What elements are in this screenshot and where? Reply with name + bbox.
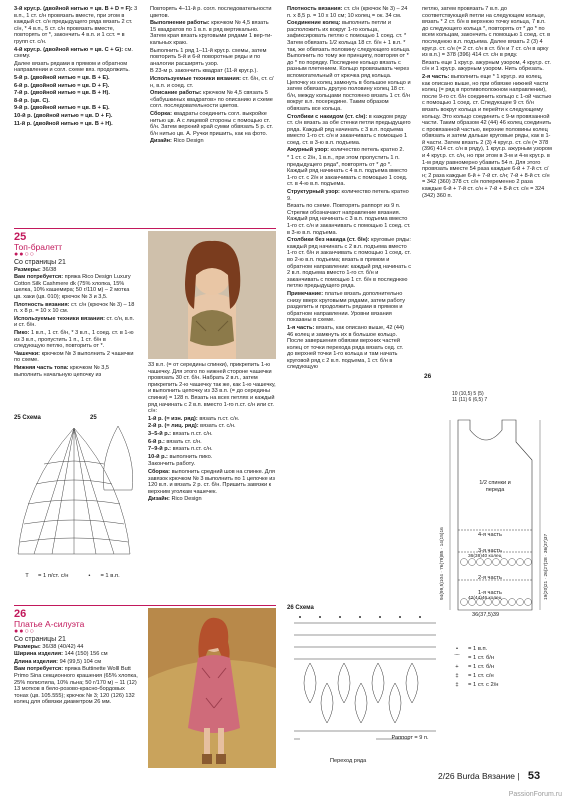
paragraph-heading: Соединение колец: bbox=[287, 20, 341, 27]
paragraph-heading: Ширина изделия: bbox=[14, 651, 63, 658]
text-paragraph bbox=[14, 302, 138, 315]
text-paragraph bbox=[14, 365, 138, 378]
paragraph-heading: Дизайн: bbox=[148, 496, 170, 503]
col2-top-text bbox=[150, 6, 274, 146]
legend-symbol: • bbox=[455, 646, 459, 653]
pattern-label: 10 bbox=[452, 391, 458, 397]
text-paragraph bbox=[14, 75, 138, 82]
paragraph-heading: 2-й р. (= лиц. ряд): bbox=[148, 423, 199, 430]
paragraph-heading: 6-й р.: bbox=[148, 438, 165, 445]
paragraph-text: Выполнить 1 ряд 1–11-й круг.р. схемы, затем повторить 5-й и 6-й поворотные ряды и по аналогии расширять узор. bbox=[150, 47, 267, 67]
text-paragraph bbox=[150, 48, 274, 68]
paragraph-heading: 11-й р. (двойной нитью = цв. В + Н). bbox=[14, 120, 113, 127]
text-paragraph bbox=[422, 74, 552, 199]
pattern-label: 11 bbox=[452, 396, 458, 403]
legend-symbol: + bbox=[455, 664, 459, 671]
paragraph-text: выполнить пико. bbox=[167, 453, 213, 460]
paragraph-heading: Сборка: bbox=[148, 468, 171, 475]
paragraph-text: вязать п.ст. с/н. bbox=[171, 446, 213, 453]
paragraph-text: выполнить еще * 1 круг.р. из колец, как описано выше, но при обвязке нижней части колец (= ряд в противоположном направлении), после 9-го ст. б/н соединить кольцо с 1-ой частью с помощью 1 соед. ст. Следующее 9 ст. б/н вязать вокруг кольца и перейти к следующему кольцу. Это кольцо соединить с 9-м провязанной части. Таким образом 42 (44) 46 колец соединить с провязанной частью, верхние половины колец обвязать и затем дальше круговые ряды, как в 1-й части. Затем вязать 2 (3) 4 круг.р. ст. с/н (= 378 (396) 414 ст. с/н в ряду), 1 круг.р. ажурным узором и 4 круг.р. ст. с/н, но при этом в 3-м и 4-м круг.р. в 1-м ряду равномерно убавить 54 п. Для этого провязать вместе 54 раза каждые 6-й + 7-й ст. с/н; 2 раза каждые 6-й + 7-й ст. с/н; 7-й + 8-й ст. с/н = 342 (360) 378 ст. с/н попеременно 2 раза каждые 6-й + 7-й ст. с/н + 7-й + 8-й ст. с/н = 324 (342) 360 п. bbox=[422, 73, 552, 199]
paragraph-heading: Столбики без накида (ст. б/н): bbox=[287, 237, 370, 244]
paragraph-text: Rico Design bbox=[171, 138, 204, 145]
text-paragraph bbox=[14, 61, 138, 74]
paragraph-heading: Примечание: bbox=[287, 290, 324, 297]
paragraph-heading: 10-й р.: bbox=[148, 453, 168, 460]
pattern-26-part4: 4-я часть bbox=[478, 532, 502, 538]
paragraph-text: 33 в.п. (= от середины спинки), прикрепить 1-ю чашечку. Для этого по нижней стороне чашечки провязать 30 ст. б/н. Набрать 2 в.п., затем прикрепить 2-ю чашечку так же, как 1-ю чашечку, и выполнить цепочку из 33 в.п. (= до середины спинки) = 128 п. Вязать на всех петлях и каждый ряд начинать с 2 в.п. вместо 1-го п.ст. с/н или ст. с/н: bbox=[148, 362, 276, 415]
paragraph-text: вязать п.ст. с/н. bbox=[171, 430, 213, 437]
text-paragraph bbox=[150, 68, 274, 75]
pattern-label: 94(99,5)104 bbox=[440, 574, 445, 600]
paragraph-heading: 2-я часть: bbox=[422, 73, 450, 80]
pattern-label: 19(20)21 bbox=[544, 580, 549, 600]
paragraph-text: см. схему. bbox=[14, 46, 133, 60]
paragraph-text: * 1 ст. с 2/н, 1 в.п., при этом пропустить 1 п. предыдущего ряда*, повторять от * до *. Каждый ряд начинать с 4 в.п. подъема вместо 1-го ст. с 2/н и заканчивать с помощью 1 соед. ст. в 4-ю в.п. подъема. bbox=[287, 155, 408, 188]
text-paragraph bbox=[14, 651, 138, 658]
text-paragraph bbox=[14, 90, 138, 97]
paragraph-heading: Ажурный узор: bbox=[287, 147, 329, 154]
text-paragraph bbox=[148, 446, 276, 453]
paragraph-heading: 1-я часть: bbox=[287, 324, 315, 331]
pattern-26-part2: 2-я часть bbox=[478, 575, 502, 581]
paragraph-heading: 9-й р. (двойной нитью = цв. В + Е). bbox=[14, 105, 110, 112]
paragraph-text: ст. с/н (крючок № 3) – 24 п. х 8,5 р. = 10 х 10 см; 10 колец = ок. 34 см. bbox=[287, 6, 408, 19]
text-paragraph bbox=[150, 6, 274, 19]
paragraph-text: Rico Design bbox=[169, 496, 202, 503]
paragraph-heading: 1-й р. (= изн. ряд): bbox=[148, 415, 198, 422]
paragraph-heading: 7-й р. (двойной нитью = цв. В + Н). bbox=[14, 90, 110, 97]
paragraph-text: выполнить средний шов на спинке. Для завязок крючком № 3 выполнить по 1 цепочке из 120 в.п. и вязать 2 р. ст. б/н. Пришить завязки к верхним уголкам чашечек. bbox=[148, 468, 275, 495]
difficulty-dots: ●●○○ bbox=[14, 628, 35, 635]
paragraph-heading: Используемые техники вязания: bbox=[14, 315, 105, 322]
pattern-label: (6,5) bbox=[472, 396, 483, 403]
section-title: Платье А-силуэта bbox=[14, 619, 85, 629]
paragraph-heading: Структурный узор: bbox=[287, 189, 340, 196]
pattern-label: (11) bbox=[458, 396, 468, 403]
text-paragraph bbox=[14, 121, 138, 128]
pattern-26-right-labels: 19(20)21 · 26(27)28 · 36(37)37 bbox=[544, 533, 549, 600]
text-paragraph bbox=[14, 6, 138, 46]
pattern-26-top-labels bbox=[452, 392, 542, 403]
text-paragraph bbox=[14, 316, 138, 329]
text-paragraph bbox=[14, 330, 138, 350]
paragraph-heading: Столбики с накидом (ст. с/н): bbox=[287, 113, 368, 120]
legend-symbol: ⌒ bbox=[454, 655, 460, 662]
paragraph-heading: Плотность вязания: bbox=[287, 6, 343, 12]
schema-25-title: 25 Схема bbox=[14, 415, 41, 421]
paragraph-heading: Сборка: bbox=[150, 110, 173, 117]
pattern-label: (5) bbox=[477, 391, 484, 397]
section-26-body bbox=[14, 644, 138, 706]
text-paragraph bbox=[148, 469, 276, 495]
paragraph-text: крючком № 3 выполнить 2 чашечки по схеме. bbox=[14, 350, 134, 364]
pattern-26-left-labels: 94(99,5)104 · 76(79)85 · 14(15)16 bbox=[440, 527, 445, 600]
paragraph-heading: Используемые техники вязания: bbox=[150, 75, 241, 82]
paragraph-heading: 6-й р. (двойной нитью = цв. D + F). bbox=[14, 82, 110, 89]
paragraph-heading: 5-й р. (двойной нитью = цв. В + Е). bbox=[14, 74, 110, 81]
legend-label: = 1 п/ст. с/н bbox=[38, 573, 69, 580]
paragraph-text: Далее вязать рядами в прямом и обратном направлении и согл. схеме вяз. продолжить. bbox=[14, 60, 130, 74]
paragraph-heading: 8-й р. (цв. С). bbox=[14, 97, 50, 104]
text-paragraph bbox=[14, 351, 138, 364]
paragraph-text: 1 в.п., 1 ст. б/н, * 3 в.п., 1 соед. ст. в 1-ю из 3 в.п., пропустить 1 п., 1 ст. б/н в следующую петлю, повторить от *. bbox=[14, 329, 134, 350]
text-paragraph bbox=[287, 291, 411, 324]
difficulty-dots: ●●○○ bbox=[14, 251, 35, 258]
paragraph-text: В 23-м р. закончить квадрат (11-й круг.р.). bbox=[150, 68, 258, 75]
text-paragraph bbox=[150, 76, 274, 89]
paragraph-text: вязать, как описано выше, 42 (44) 46 колец и замкнуть их в большое кольцо. После завершения обвязки верхних частей колец от точки перехода ряда вязать сед. ст. до верхней точки 1-го кольца и там начать круговой ряд с 2 в.п. подъема, 1 ст. б/н в следующую bbox=[287, 324, 404, 371]
text-paragraph bbox=[148, 423, 276, 430]
paragraph-text: количество петель кратно 9. bbox=[287, 189, 409, 202]
paragraph-text: 36/38 bbox=[40, 266, 57, 273]
paragraph-text: ст. б/н, ст. с/н, в.п. и соед. ст. bbox=[150, 75, 274, 89]
section-number: 25 bbox=[14, 231, 27, 243]
paragraph-heading: 7–9-й р.: bbox=[148, 446, 172, 453]
text-paragraph bbox=[148, 454, 276, 461]
text-paragraph bbox=[14, 666, 138, 706]
pattern-label: 5 bbox=[473, 391, 477, 397]
col3-text bbox=[287, 6, 411, 372]
section-title: Топ-бралетт bbox=[14, 242, 63, 252]
watermark: PassionForum.ru bbox=[508, 791, 562, 798]
paragraph-heading: 3-й круг.р. (двойной нитью = цв. В + D = F): bbox=[14, 6, 133, 12]
legend-label: = 1 в.п. bbox=[100, 573, 120, 580]
paragraph-text: ст. с/н, в.п. и ст. б/н. bbox=[14, 315, 135, 329]
pattern-26-rings-lower: 42(44)46 колец bbox=[468, 596, 502, 601]
pattern-label: 14(15)16 bbox=[440, 527, 445, 547]
col4-text bbox=[422, 6, 552, 200]
legend-label: = 1 в.п. bbox=[468, 646, 488, 653]
legend-label: = 1 ст. б/н bbox=[468, 664, 495, 671]
paragraph-text: 3 в.п., 1 ст. с/н провязать вместе, при этом в каждый ст. с/н предыдущего ряда вязать 2 ст. с/н, * 4 в.п., 5 ст. с/н провязать вместе, повторять от *, закончить 4 в.п. и 1 сст. = в групп ст. с/н. bbox=[14, 6, 138, 45]
section-number: 26 bbox=[14, 608, 27, 620]
pattern-label: (10,5) bbox=[458, 391, 473, 397]
paragraph-text: в каждом ряду ст. с/н вязать за обе стенки петли предыдущего ряда. Каждый ряд начинать с 3 в.п. подъема вместо 1-го ст. с/н и заканчивать с помощью 1 соед. ст. в 3-ю в.п. подъема. bbox=[287, 113, 411, 146]
text-paragraph bbox=[14, 659, 138, 666]
text-paragraph bbox=[287, 20, 411, 112]
paragraph-text: Повторять 4–11-й р. согл. последовательности цветов. bbox=[150, 6, 272, 19]
text-paragraph bbox=[422, 60, 552, 73]
schema-26-transition: Переход ряда bbox=[330, 758, 367, 764]
text-paragraph bbox=[14, 113, 138, 120]
product-photo-top bbox=[148, 231, 276, 359]
schema-25-num: 25 bbox=[90, 415, 97, 421]
paragraph-heading: 3–5-й р.: bbox=[148, 430, 172, 437]
section-25-body bbox=[14, 267, 138, 379]
section-25-mid-text bbox=[148, 362, 276, 504]
paragraph-text: крючком № 4,5 вязать 15 квадратов по 1 в.п. в ряд вертикально. Затем края вязать круговыми рядами 1 вер-ти-кальных краю. bbox=[150, 20, 273, 46]
paragraph-text: вязать ст. с/н. bbox=[164, 438, 202, 445]
paragraph-heading: 4-й круг.р. (двойной нитью = цв. С + G): bbox=[14, 46, 124, 53]
paragraph-heading: Плотность вязания: bbox=[14, 301, 70, 308]
paragraph-text: Закончить работу. bbox=[148, 461, 196, 468]
paragraph-heading: Чашечки: bbox=[14, 350, 41, 357]
text-paragraph bbox=[150, 20, 274, 46]
pattern-26-rings-upper: 36(38)40 колец bbox=[468, 554, 502, 559]
schema-25-legend bbox=[20, 572, 150, 581]
paragraph-text: ст. с/н (крючок № 3) – 18 п. х 8 р. = 10 х 10 см. bbox=[14, 301, 135, 315]
text-paragraph bbox=[287, 203, 411, 236]
paragraph-text: вязать п.ст. с/н. bbox=[197, 415, 240, 422]
text-paragraph bbox=[287, 114, 411, 147]
pattern-26-center-label: 1/2 спинки и переда bbox=[479, 480, 511, 493]
text-paragraph bbox=[287, 237, 411, 290]
paragraph-text: 94 (99,5) 104 см bbox=[58, 658, 102, 665]
paragraph-text: крючком № 3,5 выполнить начальную цепочку из bbox=[14, 364, 109, 378]
text-paragraph bbox=[14, 644, 138, 651]
paragraph-heading: Вам потребуется: bbox=[14, 274, 64, 281]
pattern-label: 26(27)28 bbox=[544, 557, 549, 577]
text-paragraph bbox=[14, 98, 138, 105]
legend-label: = 1 ст. б/н bbox=[468, 655, 495, 662]
pattern-label: 6 bbox=[468, 396, 472, 403]
schema-26-legend bbox=[450, 645, 550, 690]
pattern-26-part1: 1-я часть bbox=[478, 590, 502, 596]
pattern-label: 76(79)85 bbox=[440, 550, 445, 570]
paragraph-heading: Вам потребуется: bbox=[14, 666, 64, 673]
paragraph-text: пряжа Buttinette Wolll Butt Primo Sina секционного крашения (65% хлопка, 25% полиэтила, 10% льна; 50 г/170 м) – 11 (12) 13 мотков в бело-розово-красно-бордовых тонах (цв. 105.555); крючок № 3; 120 (126) 132 колец для обвязки диаметром 26 мм. bbox=[14, 666, 138, 706]
text-paragraph bbox=[148, 416, 276, 423]
product-photo-bottom bbox=[148, 608, 276, 768]
paragraph-heading: Описание работы: bbox=[150, 90, 202, 97]
paragraph-heading: Пико: bbox=[14, 329, 30, 336]
pattern-label: 7 bbox=[484, 396, 488, 403]
text-paragraph bbox=[148, 496, 276, 503]
paragraph-text: Вязать еще 1 круг.р. ажурным узором, 4 круг.р. ст. с/н и 1 круг.р. ажурным узором. Нить обрезать. bbox=[422, 59, 551, 73]
paragraph-text: крючком № 4,5 связать 5 «бабушкиных квадратов» по описанию и схеме согл. последовательности цветов. bbox=[150, 90, 273, 110]
schema-26-rapport: Раппорт = 9 п. bbox=[391, 735, 429, 741]
section-26-header bbox=[14, 608, 138, 707]
pattern-26-bottom-label: 36(37,5)39 bbox=[472, 612, 500, 618]
paragraph-text: пряжа Rico Design Luxury Cotton Silk Cashmere dk (75% хлопка, 15% шелка, 10% кашемира; 50 г/110 м) – 2 мотка цв. хаки (цв. 010); крючок № 3 и 3,5. bbox=[14, 274, 131, 300]
paragraph-heading: Длина изделия: bbox=[14, 658, 59, 665]
paragraph-heading: Выполнение работы: bbox=[150, 20, 210, 27]
text-paragraph bbox=[287, 155, 411, 188]
text-paragraph bbox=[150, 111, 274, 137]
legend-symbol: ‡ bbox=[455, 673, 459, 680]
schema-26-title: 26 Схема bbox=[287, 605, 314, 611]
text-paragraph bbox=[150, 90, 274, 110]
paragraph-text: выполнить петли и расположить их вокруг 1-го кольца, зафиксировать петлю с помощью 1 соед. ст. * Затем обвязать 1/2 кольца 18 ст. б/н + 1 в.п. * так, же обвязать половину следующего кольца. Выполнить по тому же принципу, повторяя от * до * по порядку. Последнее кольцо вязать с разным плетением. Кольцо провязывать через вспомогательный от крючка ряд кольца. Цепочку из колец замкнуть в большое кольцо и затем обвязать другую половину колец 18 ст. б/н, между кольцами постоянно вязать 1 ст. б/н вокруг в.п. посередине. Таким образом обвязать все кольца. bbox=[287, 20, 411, 112]
legend-symbol: T bbox=[25, 573, 29, 580]
schema-25-small bbox=[98, 424, 138, 499]
pattern-label: 36(37)37 bbox=[544, 533, 549, 554]
text-paragraph bbox=[14, 267, 138, 274]
text-paragraph bbox=[287, 325, 411, 371]
paragraph-heading: Размеры: bbox=[14, 266, 41, 273]
from-page: Со страницы 21 bbox=[14, 635, 66, 643]
legend-label: = 1 ст. с 2/н bbox=[468, 682, 499, 689]
text-paragraph bbox=[287, 147, 411, 154]
pattern-26-part3: 3-я часть bbox=[478, 548, 502, 554]
paragraph-heading: Размеры: bbox=[14, 643, 41, 650]
paragraph-text: круговые ряды: каждый ряд начинать с 2 в.п. подъема вместо 1-го ст. б/н и заканчивать с помощью 1 соед. ст. во 2-ю в.п. подъема; вязать в прямом и обратном направлении: каждый ряд начинать с 2 в.п. подъема вместо 1-го ст. б/н и заканчивать с помощью 1 ст. б/н в последнюю петлю предыдущего ряда. bbox=[287, 237, 411, 290]
text-paragraph bbox=[148, 461, 276, 468]
issue-number: 2/26 bbox=[438, 771, 455, 781]
paragraph-text: 36/38 (40/42) 44 bbox=[40, 643, 84, 650]
paragraph-heading: 10-й р. (двойной нитью = цв. D + F). bbox=[14, 112, 113, 119]
legend-label: = 1 ст. с/н bbox=[468, 673, 494, 680]
text-paragraph bbox=[148, 439, 276, 446]
pattern-26-title: 26 bbox=[424, 373, 432, 380]
text-paragraph bbox=[148, 362, 276, 415]
section-25-header bbox=[14, 231, 138, 379]
paragraph-text: квадраты соединить согл. выкройке нитью цв. А с лицевой стороны с помощью ст. б/н. Затем верхний край сумки обвязать 5 р. ст. б/н нитью цв. А. Ручки пришить, как на фото. bbox=[150, 110, 273, 137]
page-number: 53 bbox=[527, 770, 541, 782]
text-paragraph bbox=[14, 83, 138, 90]
paragraph-text: платье вязать дополнительно снизу вверх круговыми рядами, затем работу разделить и продолжить рядами в прямом и обратном направлении. Уровни вязания показаны в схеме. bbox=[287, 290, 406, 324]
col1-top-text bbox=[14, 6, 138, 128]
text-paragraph bbox=[150, 138, 274, 145]
section-divider bbox=[14, 228, 276, 229]
from-page: Со страницы 21 bbox=[14, 258, 66, 266]
paragraph-heading: Дизайн: bbox=[150, 138, 172, 145]
paragraph-text: 144 (150) 156 см bbox=[62, 651, 108, 658]
text-paragraph bbox=[148, 431, 276, 438]
legend-symbol: • bbox=[88, 573, 91, 580]
text-paragraph bbox=[14, 105, 138, 112]
text-paragraph bbox=[287, 189, 411, 202]
page-footer bbox=[438, 770, 540, 782]
separator: | bbox=[517, 771, 522, 781]
text-paragraph bbox=[422, 6, 552, 59]
paragraph-text: вязать ст. с/н. bbox=[198, 423, 236, 430]
text-paragraph bbox=[14, 274, 138, 300]
paragraph-heading: Нижняя часть топа: bbox=[14, 364, 69, 371]
magazine-name: Burda Вязание bbox=[456, 771, 515, 781]
paragraph-text: петлю, затем провязать 7 в.п. до соответствующей петли на следующем кольце, вязать * 2 ст. б/н в верхнюю точку кольца, 7 в.п. до следующего кольца *, повторять от * до * по всем кольцам, закончить с помощью 1 соед. ст. в последнюю в.п. подъема. Далее вязать 2 (3) 4 круг.р. ст. с/н (= 2 ст. с/н в ст. б/н и 7 ст. с/н в арку из в.п.) = 378 (396) 414 ст. с/н в ряду. bbox=[422, 6, 551, 59]
legend-symbol: ‡ bbox=[455, 682, 459, 689]
text-paragraph bbox=[14, 47, 138, 60]
paragraph-text: количество петель кратно 2. bbox=[328, 147, 405, 154]
paragraph-text: Вязать по схеме. Повторять раппорт из 9 п. Стрелки обозначают направление вязания. Каждый ряд начинать с 3 в.п. подъема вместо 1-го ст. с/н и заканчивать с помощью 1 соед. ст. в 3-ю в.п. подъема. bbox=[287, 203, 411, 236]
section-divider bbox=[14, 605, 276, 606]
text-paragraph bbox=[287, 6, 411, 19]
